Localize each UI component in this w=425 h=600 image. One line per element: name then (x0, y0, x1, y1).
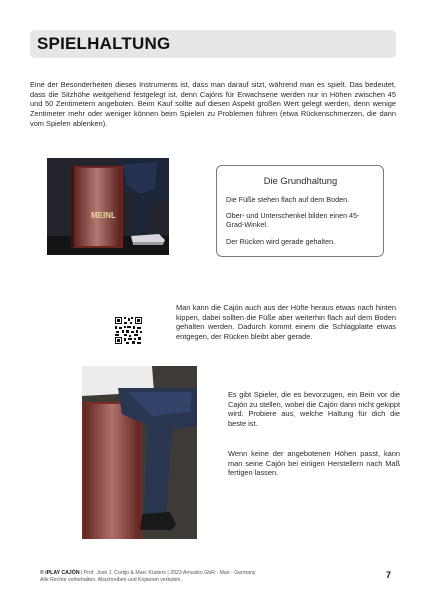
intro-paragraph: Eine der Besonderheiten dieses Instruments ist, dass man darauf sitzt, während man es spielt. Das bedeutet, dass die Sitzhöhe weitgehend festgelegt ist, denn Cajóns für Erwachsene werden nur in Höhen zwischen 45 und 50 Zentimetern angeboten. Beim Kauf sollte auf diesen Aspekt großen Wert gelegt werden, denn wenige Zentimeter mehr oder weniger können beim Spielen zu Problemen führen (etwa Rückenschmerzen, die dann vom Spielen ablenken). (30, 80, 396, 128)
leg-front-paragraph: Es gibt Spieler, die es bevorzugen, ein Bein vor die Cajón zu stellen, wobei die Cajón dann nicht gekippt wird. Probiere aus, welche Haltung für dich die beste ist. (228, 390, 400, 429)
meinl-logo: MEINL (91, 211, 116, 220)
cajon-leg-front-illustration (82, 366, 197, 539)
basic-posture-box (216, 165, 384, 257)
cajon-seated-photo (47, 158, 169, 255)
footer-credits: | Prof. José J. Cortijo & Marc Küsters | 2023 Amusiko GbR - Mari - Germany (79, 570, 256, 576)
posture-item-legs: Ober- und Unterschenkel bilden einen 45-Grad-Winkel. (226, 211, 360, 230)
footer (40, 570, 360, 584)
footer-brand: © iPLAY CAJÓN (40, 570, 80, 576)
posture-item-feet: Die Füße stehen flach auf dem Boden. (226, 195, 350, 204)
footer-rights: Alle Rechte vorbehalten. Abschreiben und Kopieren verboten. (40, 576, 182, 583)
page-number: 7 (386, 570, 392, 580)
title-bar (30, 30, 396, 58)
page-title: SPIELHALTUNG (37, 34, 171, 53)
custom-height-paragraph: Wenn keine der angebotenen Höhen passt, kann man seine Cajón bei einigen Herstellern nach Maß fertigen lassen. (228, 449, 400, 478)
footer-credits-line (40, 570, 360, 577)
qr-code[interactable] (114, 316, 143, 345)
cajon-seated-illustration (47, 158, 169, 255)
posture-item-back: Der Rücken wird gerade gehalten. (226, 236, 336, 246)
cajon-leg-front-photo (82, 366, 197, 539)
basic-posture-heading: Die Grundhaltung (263, 175, 338, 186)
tilt-paragraph: Man kann die Cajón auch aus der Hüfte heraus etwas nach hinten kippen, dabei sollten die Füße aber weiterhin flach auf dem Boden gehalten werden. Dadurch kommt einem die Schlagplatte etwas entgegen, der Rücken bleibt aber gerade. (176, 303, 396, 342)
